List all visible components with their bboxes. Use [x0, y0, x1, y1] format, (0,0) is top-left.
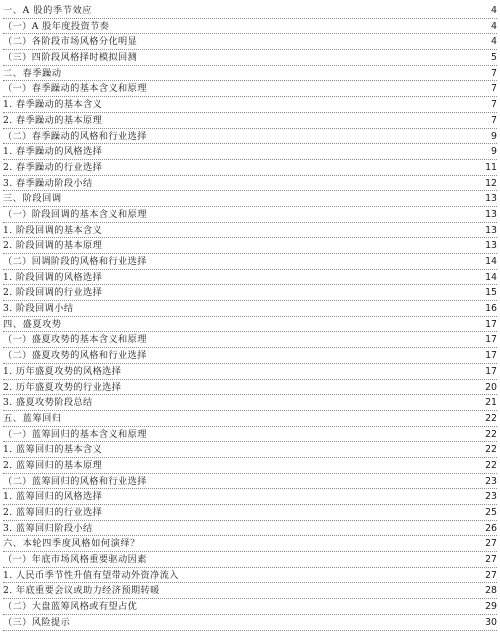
toc-entry-page-number: 4 [489, 3, 497, 19]
toc-entry[interactable] [3, 34, 497, 50]
toc-entry-title: 2. 蓝筹回归的行业选择 [3, 505, 104, 521]
toc-entry-title: （一）春季躁动的基本含义和原理 [3, 81, 149, 97]
toc-entry-title: 一、A 股的季节效应 [3, 3, 94, 19]
table-of-contents [3, 3, 497, 631]
toc-entry-page-number: 5 [489, 50, 497, 66]
toc-entry-page-number: 21 [483, 395, 497, 411]
toc-entry-page-number: 25 [483, 505, 497, 521]
toc-entry-title: 1. 阶段回调的基本含义 [3, 223, 104, 239]
toc-entry[interactable] [3, 113, 497, 129]
toc-entry-title: （三）四阶段风格择时模拟回测 [3, 50, 139, 66]
toc-entry-title: （二）春季躁动的风格和行业选择 [3, 129, 149, 145]
toc-entry[interactable] [3, 442, 497, 458]
toc-entry-page-number: 9 [489, 144, 497, 160]
toc-entry-title: 1. 蓝筹回归的风格选择 [3, 489, 104, 505]
toc-entry[interactable] [3, 599, 497, 615]
toc-entry-title: 1. 人民币季节性升值有望带动外资净流入 [3, 568, 181, 584]
toc-entry-title: （一）盛夏攻势的基本含义和原理 [3, 332, 149, 348]
toc-entry[interactable] [3, 19, 497, 35]
toc-entry[interactable] [3, 238, 497, 254]
toc-entry-page-number: 23 [483, 474, 497, 490]
toc-entry-page-number: 27 [483, 552, 497, 568]
toc-entry-title: 1. 历年盛夏攻势的风格选择 [3, 364, 123, 380]
toc-entry-title: （二）回调阶段的风格和行业选择 [3, 254, 149, 270]
toc-entry[interactable] [3, 160, 497, 176]
toc-entry-page-number: 27 [483, 536, 497, 552]
toc-entry-title: 2. 阶段回调的基本原理 [3, 238, 104, 254]
toc-entry-page-number: 7 [489, 113, 497, 129]
toc-entry-page-number: 20 [483, 380, 497, 396]
toc-entry[interactable] [3, 129, 497, 145]
toc-entry-page-number: 7 [489, 66, 497, 82]
toc-entry-page-number: 22 [483, 442, 497, 458]
toc-entry[interactable] [3, 207, 497, 223]
toc-entry-title: （二）各阶段市场风格分化明显 [3, 34, 139, 50]
toc-entry[interactable] [3, 458, 497, 474]
toc-entry[interactable] [3, 505, 497, 521]
toc-entry-page-number: 13 [483, 238, 497, 254]
toc-entry-title: 2. 阶段回调的行业选择 [3, 285, 104, 301]
toc-entry[interactable] [3, 285, 497, 301]
toc-entry[interactable] [3, 317, 497, 333]
toc-entry-title: 3. 阶段回调小结 [3, 301, 75, 317]
toc-entry-title: 1. 阶段回调的风格选择 [3, 270, 104, 286]
toc-entry[interactable] [3, 474, 497, 490]
toc-entry-page-number: 16 [483, 301, 497, 317]
toc-entry-title: 五、蓝筹回归 [3, 411, 64, 427]
toc-entry-title: 3. 蓝筹回归阶段小结 [3, 521, 95, 537]
toc-entry-title: 1. 春季躁动的风格选择 [3, 144, 104, 160]
toc-entry-title: （二）蓝筹回归的风格和行业选择 [3, 474, 149, 490]
toc-entry-page-number: 15 [483, 285, 497, 301]
toc-entry-page-number: 22 [483, 458, 497, 474]
toc-entry[interactable] [3, 552, 497, 568]
toc-entry-page-number: 26 [483, 521, 497, 537]
toc-entry[interactable] [3, 81, 497, 97]
toc-entry[interactable] [3, 615, 497, 631]
toc-entry[interactable] [3, 395, 497, 411]
toc-entry[interactable] [3, 364, 497, 380]
toc-entry[interactable] [3, 254, 497, 270]
toc-entry-page-number: 30 [483, 615, 497, 631]
toc-entry-page-number: 22 [483, 411, 497, 427]
toc-entry-title: （二）盛夏攻势的风格和行业选择 [3, 348, 149, 364]
toc-entry[interactable] [3, 380, 497, 396]
toc-entry[interactable] [3, 97, 497, 113]
toc-entry[interactable] [3, 270, 497, 286]
toc-entry[interactable] [3, 411, 497, 427]
toc-entry-page-number: 14 [483, 270, 497, 286]
toc-entry-title: 四、盛夏攻势 [3, 317, 64, 333]
toc-entry-page-number: 13 [483, 207, 497, 223]
toc-entry[interactable] [3, 332, 497, 348]
toc-entry-page-number: 28 [483, 583, 497, 599]
toc-entry[interactable] [3, 223, 497, 239]
toc-entry-title: （一）蓝筹回归的基本含义和原理 [3, 427, 149, 443]
toc-entry-page-number: 23 [483, 489, 497, 505]
toc-entry-title: （一）A 股年度投资节奏 [3, 19, 111, 35]
toc-entry[interactable] [3, 348, 497, 364]
toc-entry-title: 1. 蓝筹回归的基本含义 [3, 442, 104, 458]
toc-entry-title: 2. 历年盛夏攻势的行业选择 [3, 380, 123, 396]
toc-entry-page-number: 4 [489, 34, 497, 50]
toc-entry-title: 3. 盛夏攻势阶段总结 [3, 395, 95, 411]
toc-entry-page-number: 12 [483, 176, 497, 192]
toc-entry-page-number: 17 [483, 348, 497, 364]
toc-entry[interactable] [3, 144, 497, 160]
toc-entry-title: 2. 蓝筹回归的基本原理 [3, 458, 104, 474]
toc-entry-title: 2. 春季躁动的基本原理 [3, 113, 104, 129]
toc-entry-page-number: 22 [483, 427, 497, 443]
toc-entry[interactable] [3, 583, 497, 599]
toc-entry-page-number: 7 [489, 97, 497, 113]
toc-entry-page-number: 14 [483, 254, 497, 270]
toc-entry-page-number: 13 [483, 223, 497, 239]
toc-entry[interactable] [3, 301, 497, 317]
toc-entry-page-number: 13 [483, 191, 497, 207]
toc-entry-title: 六、本轮四季度风格如何演绎？ [3, 536, 142, 552]
toc-entry[interactable] [3, 3, 497, 19]
toc-entry-page-number: 27 [483, 568, 497, 584]
toc-entry-title: 2. 春季躁动的行业选择 [3, 160, 104, 176]
toc-entry-page-number: 17 [483, 317, 497, 333]
toc-entry-page-number: 11 [483, 160, 497, 176]
toc-entry-title: （一）年底市场风格重要驱动因素 [3, 552, 149, 568]
toc-entry-title: 2. 年底重要会议或助力经济预期转暖 [3, 583, 162, 599]
toc-entry-page-number: 4 [489, 19, 497, 35]
toc-entry[interactable] [3, 66, 497, 82]
toc-entry[interactable] [3, 568, 497, 584]
toc-entry-title: （二）大盘蓝筹风格或有望占优 [3, 599, 139, 615]
toc-entry[interactable] [3, 521, 497, 537]
toc-entry-page-number: 29 [483, 599, 497, 615]
toc-entry-page-number: 17 [483, 364, 497, 380]
toc-entry-page-number: 7 [489, 81, 497, 97]
toc-entry-title: 1. 春季躁动的基本含义 [3, 97, 104, 113]
toc-entry[interactable] [3, 191, 497, 207]
toc-entry-title: 二、春季躁动 [3, 66, 64, 82]
toc-entry-page-number: 17 [483, 332, 497, 348]
toc-entry[interactable] [3, 427, 497, 443]
toc-entry[interactable] [3, 536, 497, 552]
toc-entry-title: （三）风险提示 [3, 615, 72, 631]
toc-entry-title: 3. 春季躁动阶段小结 [3, 176, 95, 192]
toc-entry-title: （一）阶段回调的基本含义和原理 [3, 207, 149, 223]
toc-entry-title: 三、阶段回调 [3, 191, 64, 207]
toc-entry[interactable] [3, 489, 497, 505]
toc-entry[interactable] [3, 176, 497, 192]
toc-entry[interactable] [3, 50, 497, 66]
toc-entry-page-number: 9 [489, 129, 497, 145]
